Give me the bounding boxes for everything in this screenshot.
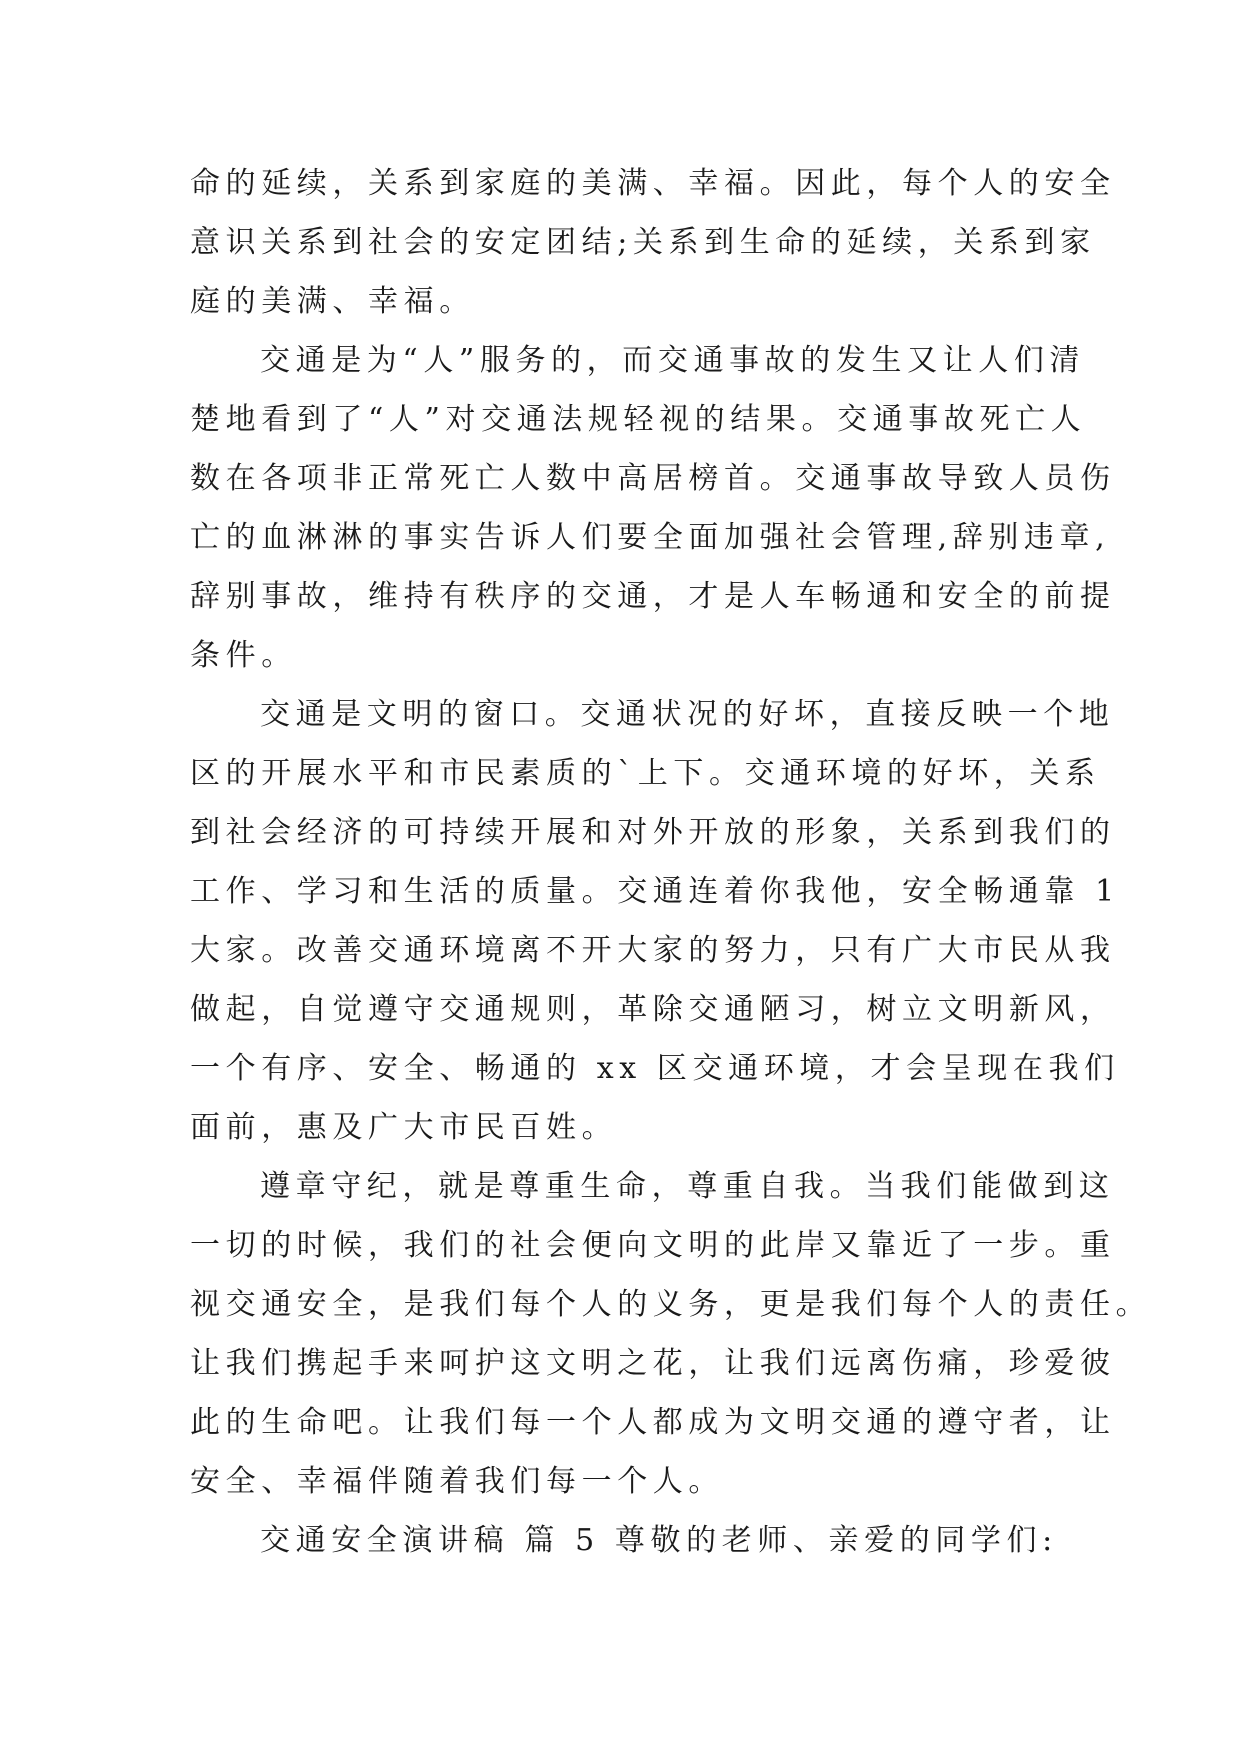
paragraph <box>190 331 1116 685</box>
text-line: 此的生命吧。让我们每一个人都成为文明交通的遵守者，让 <box>190 1405 1116 1440</box>
text-line: 到社会经济的可持续开展和对外开放的形象，关系到我们的 <box>190 815 1116 850</box>
paragraph <box>190 154 1116 331</box>
text-line: 工作、学习和生活的质量。交通连着你我他，安全畅通靠 1 <box>190 874 1120 909</box>
text-line: 一个有序、安全、畅通的 xx 区交通环境，才会呈现在我们 <box>190 1051 1120 1086</box>
text-line: 视交通安全，是我们每个人的义务，更是我们每个人的责任。 <box>190 1287 1152 1322</box>
text-line: 一切的时候，我们的社会便向文明的此岸又靠近了一步。重 <box>190 1228 1116 1263</box>
text-line: 交通是为“人”服务的，而交通事故的发生又让人们清 <box>260 343 1086 378</box>
text-line: 区的开展水平和市民素质的`上下。交通环境的好坏，关系 <box>190 756 1101 791</box>
text-line: 交通是文明的窗口。交通状况的好坏，直接反映一个地 <box>260 697 1115 732</box>
text-line: 辞别事故，维持有秩序的交通，才是人车畅通和安全的前提 <box>190 579 1116 614</box>
paragraph <box>190 685 1120 1157</box>
text-line: 楚地看到了“人”对交通法规轻视的结果。交通事故死亡人 <box>190 402 1087 437</box>
document-body <box>190 154 1152 1570</box>
text-line: 庭的美满、幸福。 <box>190 284 475 319</box>
text-line: 让我们携起手来呵护这文明之花，让我们远离伤痛，珍爱彼 <box>190 1346 1116 1381</box>
paragraph <box>190 1157 1152 1511</box>
text-line: 遵章守纪，就是尊重生命，尊重自我。当我们能做到这 <box>260 1169 1115 1204</box>
text-line: 意识关系到社会的安定团结;关系到生命的延续，关系到家 <box>190 225 1096 260</box>
text-line: 安全、幸福伴随着我们每一个人。 <box>190 1464 724 1499</box>
paragraph <box>190 1511 1060 1570</box>
text-line: 数在各项非正常死亡人数中高居榜首。交通事故导致人员伤 <box>190 461 1116 496</box>
text-line: 做起，自觉遵守交通规则，革除交通陋习，树立文明新风， <box>190 992 1116 1027</box>
section-heading-line: 交通安全演讲稿 篇 5 尊敬的老师、亲爱的同学们: <box>260 1523 1058 1558</box>
text-line: 条件。 <box>190 638 297 673</box>
text-line: 命的延续，关系到家庭的美满、幸福。因此，每个人的安全 <box>190 166 1116 201</box>
text-line: 面前，惠及广大市民百姓。 <box>190 1110 618 1145</box>
text-line: 大家。改善交通环境离不开大家的努力，只有广大市民从我 <box>190 933 1116 968</box>
text-line: 亡的血淋淋的事实告诉人们要全面加强社会管理,辞别违章, <box>190 520 1111 555</box>
